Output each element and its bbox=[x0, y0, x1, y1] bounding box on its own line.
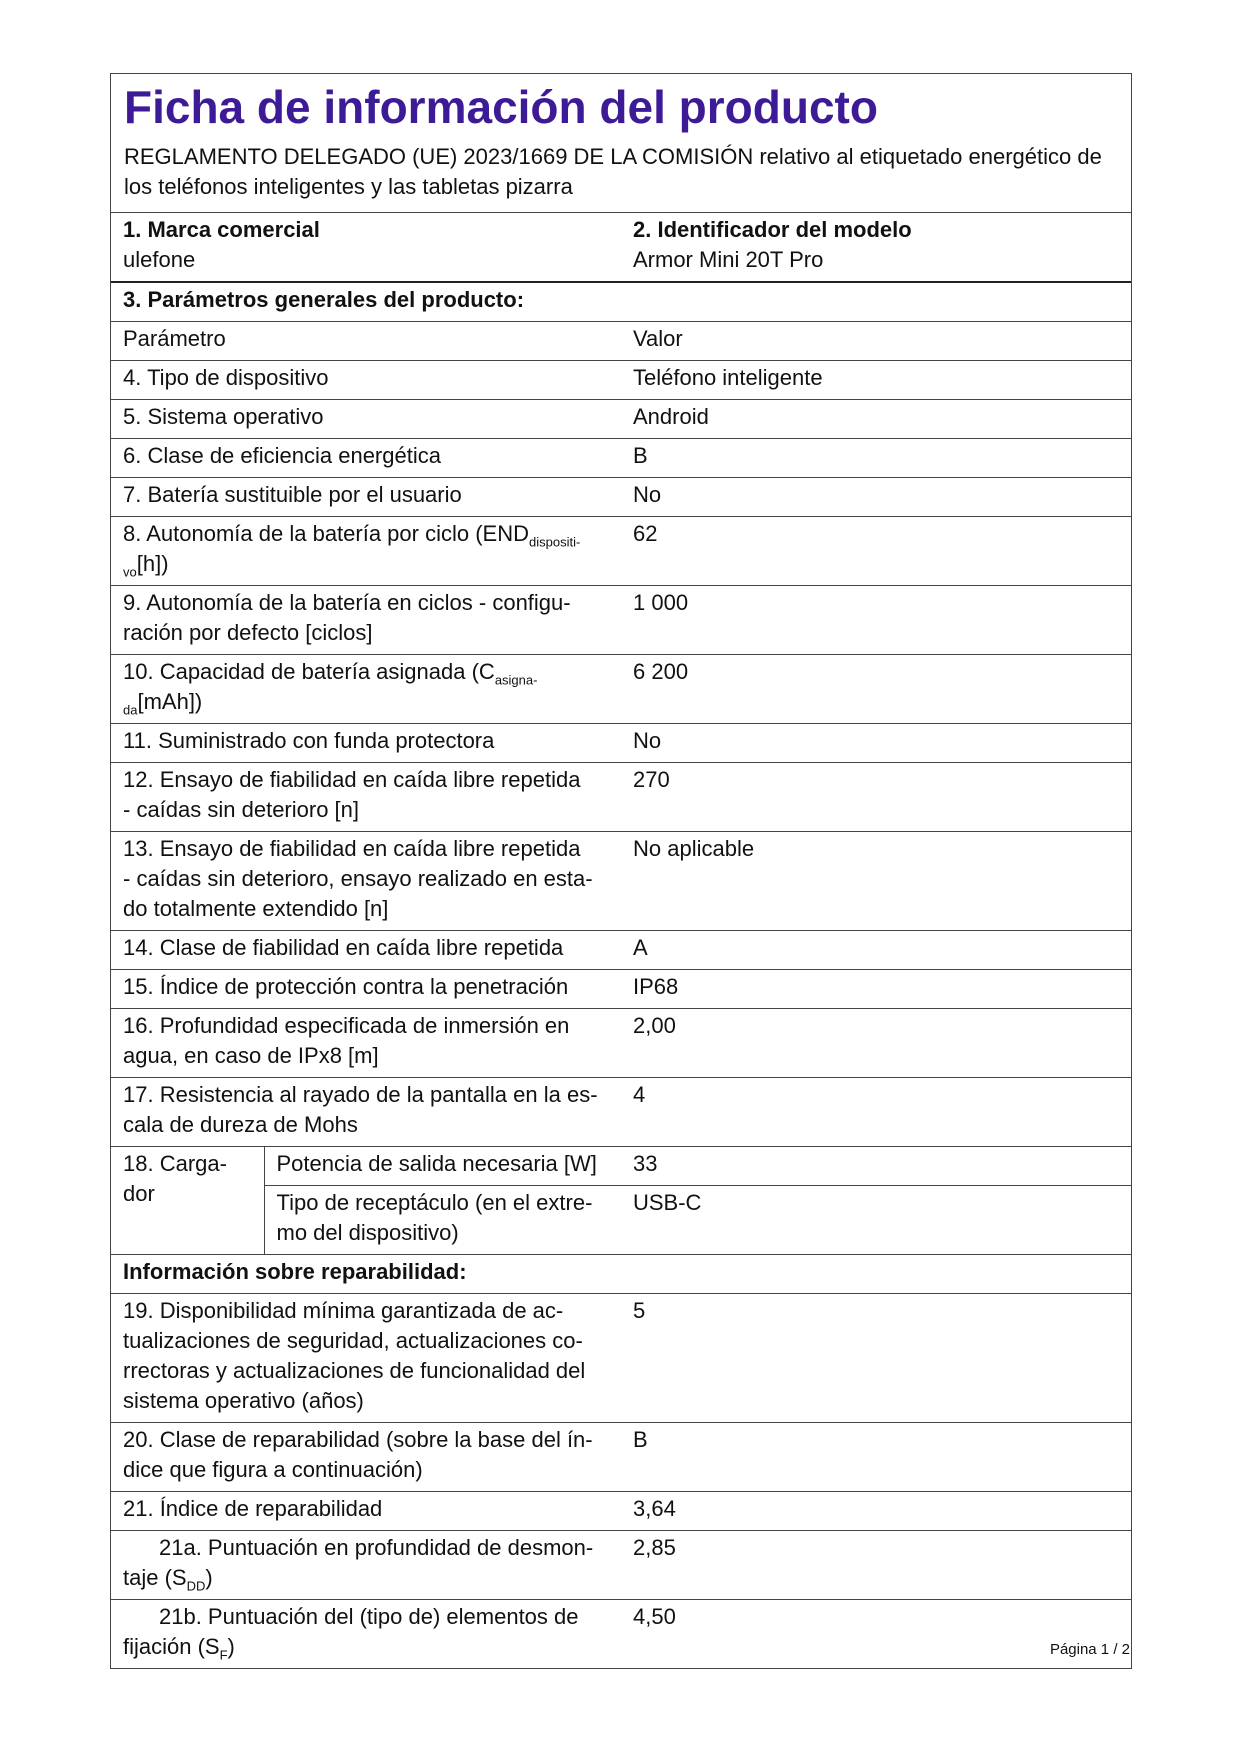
row-value: 4,50 bbox=[621, 1600, 1131, 1669]
table-row bbox=[111, 655, 1131, 724]
label-text: [mAh]) bbox=[137, 689, 203, 714]
label-text: mo del dispositivo) bbox=[276, 1220, 459, 1245]
label-text: sistema operativo (años) bbox=[123, 1388, 364, 1413]
row-label: 11. Suministrado con funda protectora bbox=[111, 724, 621, 763]
table-row bbox=[111, 1600, 1131, 1669]
label-text: 18. Carga- bbox=[123, 1151, 227, 1176]
row-value: B bbox=[621, 1423, 1131, 1492]
label-text: ) bbox=[205, 1565, 213, 1590]
row-value: B bbox=[621, 439, 1131, 478]
table-row bbox=[111, 1078, 1131, 1147]
label-text: fijación (S bbox=[123, 1634, 220, 1659]
label-subscript: vo bbox=[123, 564, 137, 580]
row-value: 5 bbox=[621, 1294, 1131, 1423]
page-title: Ficha de información del producto bbox=[124, 81, 878, 133]
label-text: do totalmente extendido [n] bbox=[123, 896, 389, 921]
brand-row bbox=[111, 213, 1131, 282]
row-value: No aplicable bbox=[621, 832, 1131, 931]
label-text: cala de dureza de Mohs bbox=[123, 1112, 358, 1137]
table-row bbox=[111, 1423, 1131, 1492]
row-label bbox=[111, 1009, 621, 1078]
label-text: 13. Ensayo de fiabilidad en caída libre repetida bbox=[123, 836, 581, 861]
label-text: 19. Disponibilidad mínima garantizada de ac- bbox=[123, 1298, 564, 1323]
label-text: tualizaciones de seguridad, actualizaciones co- bbox=[123, 1328, 583, 1353]
label-text: 12. Ensayo de fiabilidad en caída libre repetida bbox=[123, 767, 581, 792]
label-subscript: F bbox=[219, 1647, 228, 1663]
label-text: 21a. Puntuación en profundidad de desmon- bbox=[159, 1535, 594, 1560]
charger-row bbox=[111, 1186, 1131, 1255]
table-row bbox=[111, 724, 1131, 763]
label-text: agua, en caso de IPx8 [m] bbox=[123, 1043, 379, 1068]
label-text: ración por defecto [ciclos] bbox=[123, 620, 373, 645]
row-value: Android bbox=[621, 400, 1131, 439]
table-row bbox=[111, 763, 1131, 832]
row-value: No bbox=[621, 724, 1131, 763]
label-text: 10. Capacidad de batería asignada (C bbox=[123, 659, 495, 684]
label-text: - caídas sin deterioro, ensayo realizado en esta- bbox=[123, 866, 593, 891]
table-row bbox=[111, 361, 1131, 400]
table-row bbox=[111, 517, 1131, 586]
table-row bbox=[111, 586, 1131, 655]
row-label: 7. Batería sustituible por el usuario bbox=[111, 478, 621, 517]
row-value: A bbox=[621, 931, 1131, 970]
section-heading: 3. Parámetros generales del producto: bbox=[111, 282, 621, 322]
model-value: Armor Mini 20T Pro bbox=[633, 247, 824, 272]
param-column-header: Parámetro bbox=[111, 322, 621, 361]
row-value: 270 bbox=[621, 763, 1131, 832]
label-text: 20. Clase de reparabilidad (sobre la base del ín- bbox=[123, 1427, 593, 1452]
charger-label bbox=[111, 1147, 264, 1255]
row-label bbox=[111, 1600, 621, 1669]
row-value: 3,64 bbox=[621, 1492, 1131, 1531]
label-text: taje (S bbox=[123, 1565, 187, 1590]
row-label bbox=[111, 1423, 621, 1492]
row-label bbox=[111, 763, 621, 832]
label-subscript: dispositi- bbox=[529, 534, 581, 550]
label-text: dor bbox=[123, 1181, 155, 1206]
table-row bbox=[111, 439, 1131, 478]
label-subscript: da bbox=[123, 702, 138, 718]
row-label: 15. Índice de protección contra la penetración bbox=[111, 970, 621, 1009]
row-label bbox=[111, 1531, 621, 1600]
charger-receptacle-label bbox=[264, 1186, 621, 1255]
charger-power-value: 33 bbox=[621, 1147, 1131, 1186]
value-column-header: Valor bbox=[621, 322, 1131, 361]
page-number: Página 1 / 2 bbox=[1049, 1641, 1130, 1658]
label-text: 21b. Puntuación del (tipo de) elementos de bbox=[159, 1604, 579, 1629]
table-row bbox=[111, 400, 1131, 439]
table-row bbox=[111, 478, 1131, 517]
label-text: [h]) bbox=[136, 551, 169, 576]
row-label bbox=[111, 517, 621, 586]
section-repairability bbox=[111, 1255, 1131, 1294]
row-label: 4. Tipo de dispositivo bbox=[111, 361, 621, 400]
row-value: No bbox=[621, 478, 1131, 517]
label-text: rrectoras y actualizaciones de funcionalidad del bbox=[123, 1358, 586, 1383]
row-label: 6. Clase de eficiencia energética bbox=[111, 439, 621, 478]
brand-value: ulefone bbox=[123, 247, 196, 272]
section-general-params bbox=[111, 282, 1131, 322]
label-text: 17. Resistencia al rayado de la pantalla en la es- bbox=[123, 1082, 598, 1107]
row-label bbox=[111, 832, 621, 931]
row-value: IP68 bbox=[621, 970, 1131, 1009]
row-value: Teléfono inteligente bbox=[621, 361, 1131, 400]
row-value: 1 000 bbox=[621, 586, 1131, 655]
regulation-subtitle: REGLAMENTO DELEGADO (UE) 2023/1669 DE LA COMISIÓN relativo al etiquetado energético de los teléfonos inteligentes y las tabletas pizarra bbox=[124, 144, 1102, 199]
table-row bbox=[111, 1294, 1131, 1423]
row-label: 21. Índice de reparabilidad bbox=[111, 1492, 621, 1531]
row-label: 14. Clase de fiabilidad en caída libre repetida bbox=[111, 931, 621, 970]
label-text: - caídas sin deterioro [n] bbox=[123, 797, 360, 822]
product-info-sheet bbox=[110, 73, 1132, 1669]
label-text: Tipo de receptáculo (en el extre- bbox=[276, 1190, 593, 1215]
table-row bbox=[111, 832, 1131, 931]
row-value: 2,85 bbox=[621, 1531, 1131, 1600]
label-text: 9. Autonomía de la batería en ciclos - configu- bbox=[123, 590, 571, 615]
table-row bbox=[111, 1531, 1131, 1600]
label-text: ) bbox=[227, 1634, 235, 1659]
row-value: 62 bbox=[621, 517, 1131, 586]
row-label bbox=[111, 1078, 621, 1147]
label-subscript: asigna- bbox=[494, 672, 538, 688]
model-label: 2. Identificador del modelo bbox=[633, 217, 912, 242]
label-subscript: DD bbox=[186, 1578, 206, 1594]
table-row bbox=[111, 1492, 1131, 1531]
row-value: 6 200 bbox=[621, 655, 1131, 724]
section-heading: Información sobre reparabilidad: bbox=[111, 1255, 621, 1294]
charger-receptacle-value: USB-C bbox=[621, 1186, 1131, 1255]
label-text: 16. Profundidad especificada de inmersión en bbox=[123, 1013, 570, 1038]
product-parameters-table bbox=[111, 213, 1131, 1668]
brand-label: 1. Marca comercial bbox=[123, 217, 320, 242]
row-value: 2,00 bbox=[621, 1009, 1131, 1078]
row-label: 5. Sistema operativo bbox=[111, 400, 621, 439]
charger-row bbox=[111, 1147, 1131, 1186]
param-header-row bbox=[111, 322, 1131, 361]
row-label bbox=[111, 655, 621, 724]
label-text: dice que figura a continuación) bbox=[123, 1457, 423, 1482]
charger-power-label: Potencia de salida necesaria [W] bbox=[264, 1147, 621, 1186]
table-row bbox=[111, 931, 1131, 970]
table-row bbox=[111, 970, 1131, 1009]
sheet-header bbox=[111, 74, 1131, 213]
row-label bbox=[111, 586, 621, 655]
row-value: 4 bbox=[621, 1078, 1131, 1147]
table-row bbox=[111, 1009, 1131, 1078]
row-label bbox=[111, 1294, 621, 1423]
label-text: 8. Autonomía de la batería por ciclo (END bbox=[123, 521, 529, 546]
